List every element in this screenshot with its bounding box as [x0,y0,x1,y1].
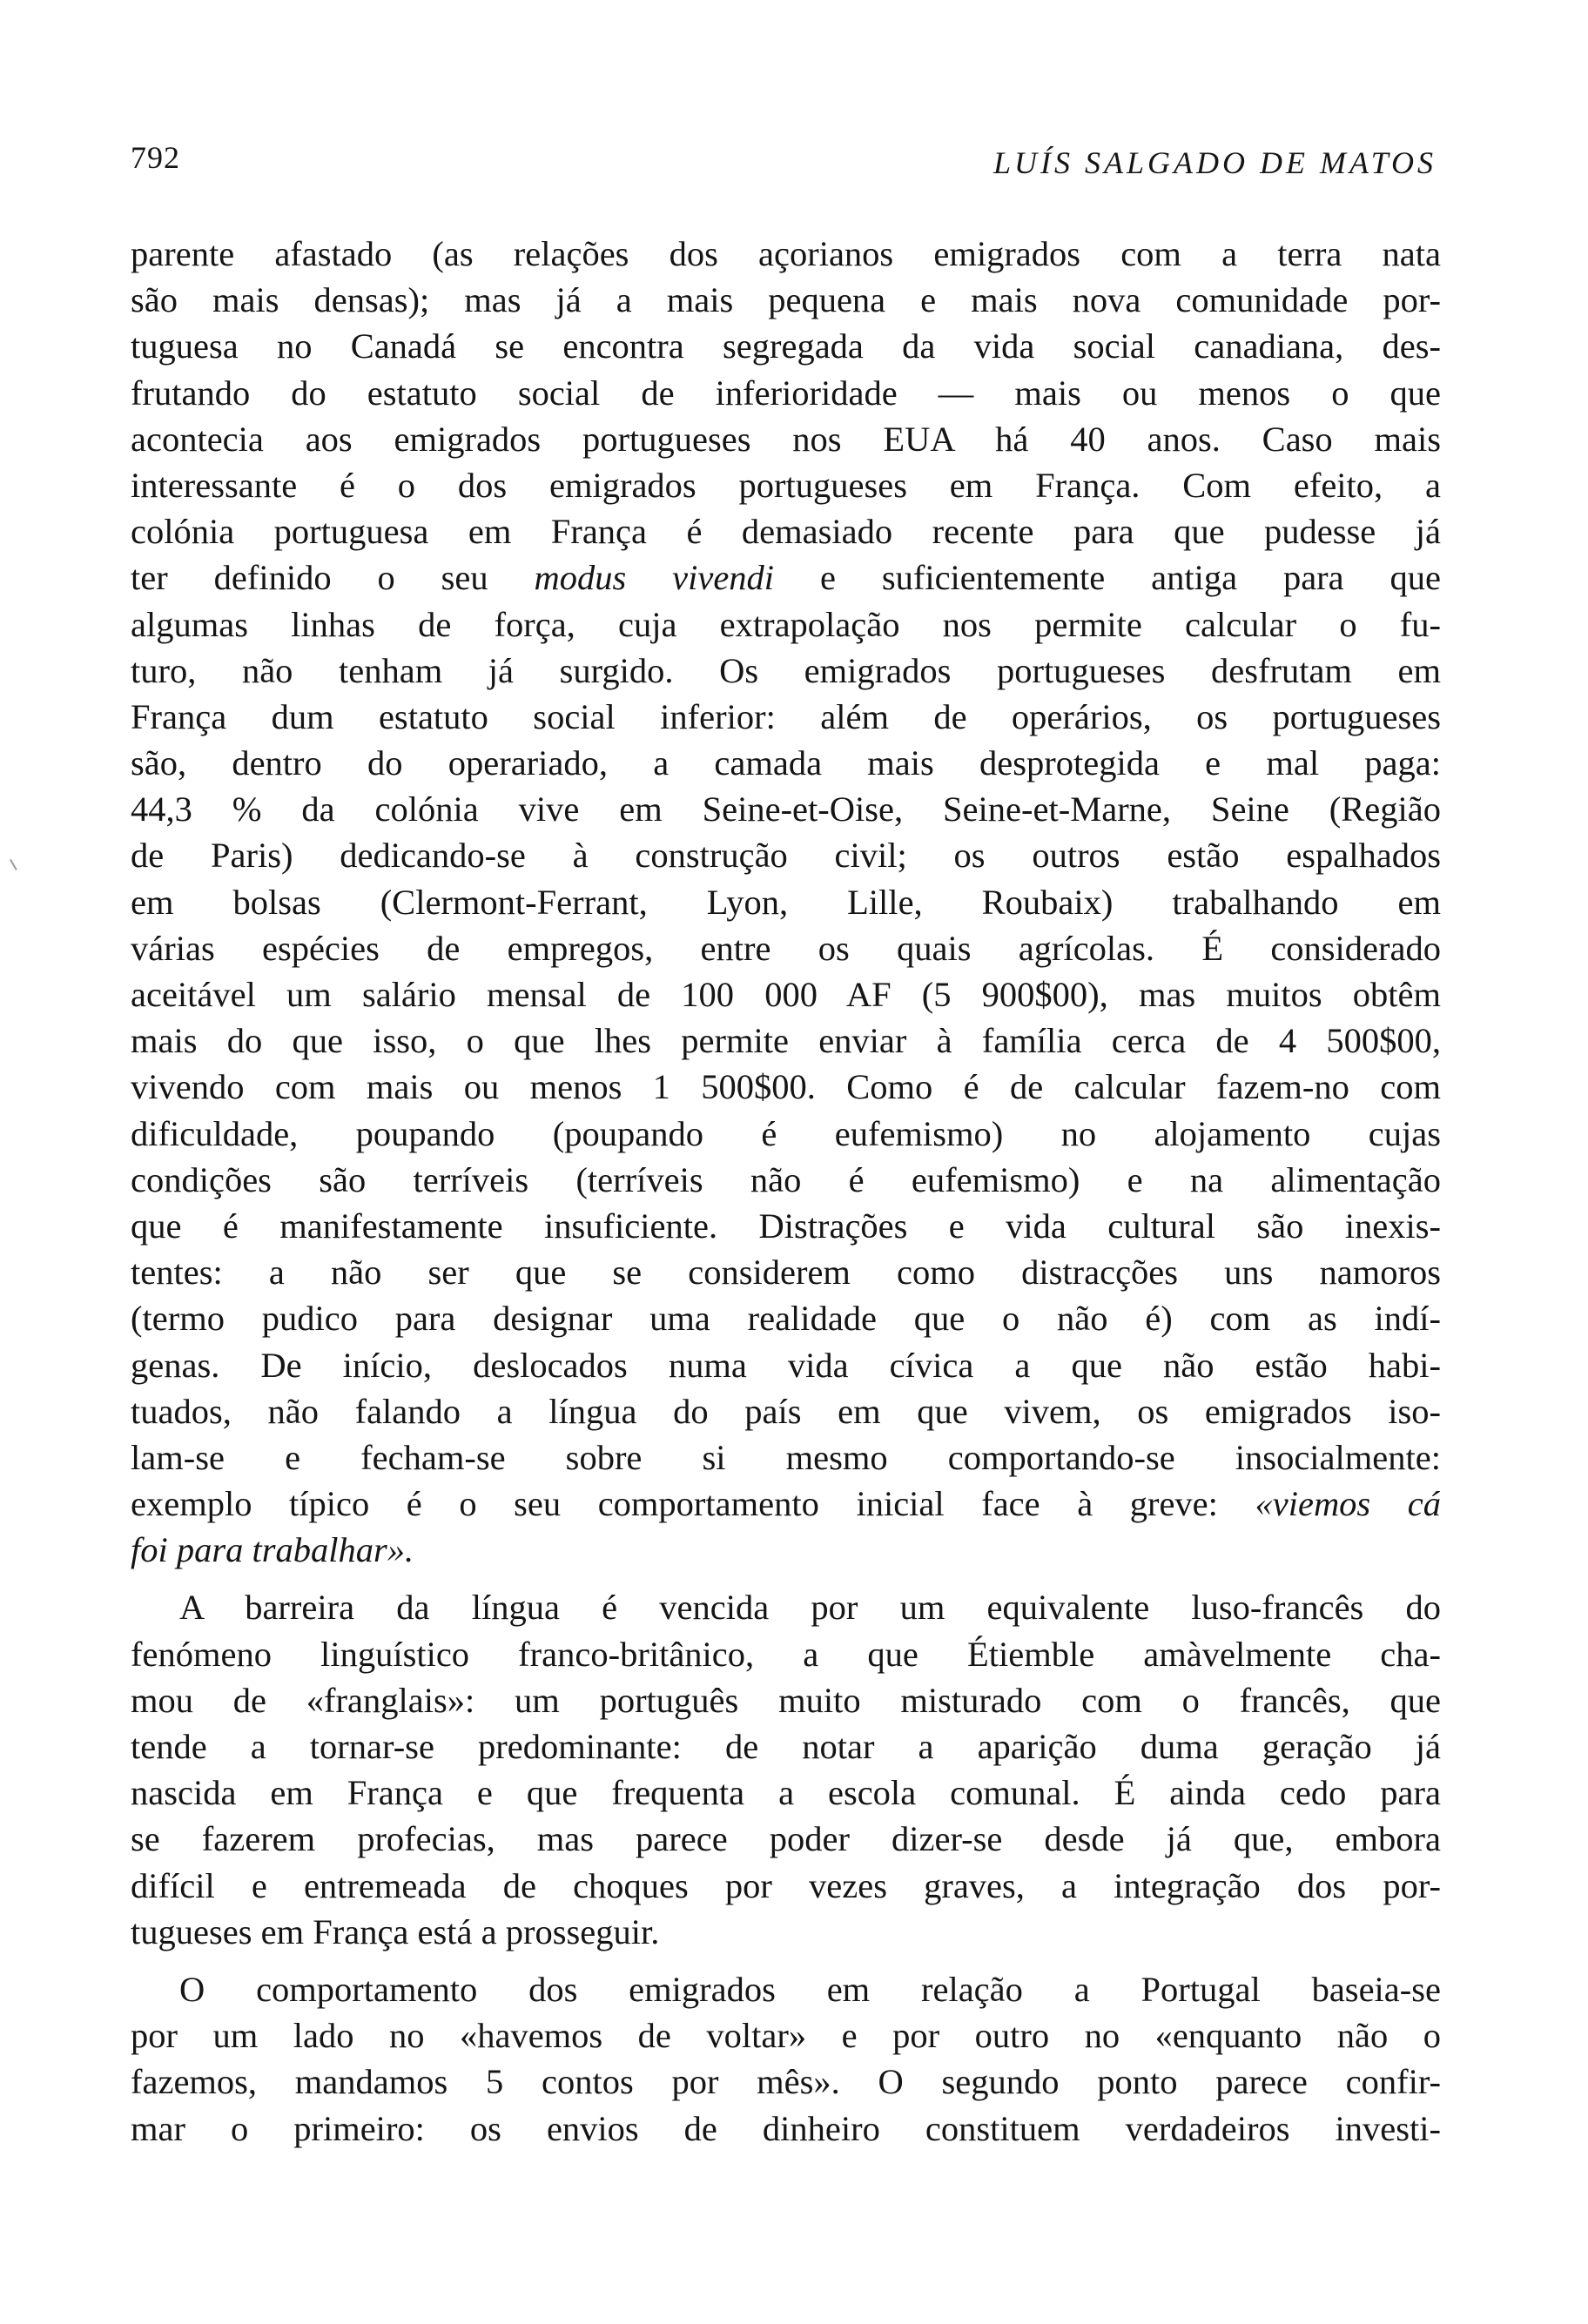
paragraph [131,231,1441,1573]
text-line [131,1770,1441,1816]
text-segment: genas. De início, deslocados numa vida cívica a que não estão habi- [131,1345,1441,1385]
text-line [131,554,1441,601]
text-segment: em bolsas (Clermont-Ferrant, Lyon, Lille, Roubaix) trabalhando em [131,882,1441,922]
text-segment: exemplo típico é o seu comportamento inicial face à greve: [131,1484,1255,1524]
text-segment: mais do que isso, o que lhes permite enviar à família cerca de 4 500$00, [131,1021,1441,1061]
text-segment: acontecia aos emigrados portugueses nos EUA há 40 anos. Caso mais [131,419,1441,459]
text-segment: França dum estatuto social inferior: além de operários, os portugueses [131,696,1441,736]
running-head-author: LUÍS SALGADO DE MATOS [992,145,1437,180]
page-header [131,139,1437,191]
text-line [131,1909,1441,1955]
text-segment: turo, não tenham já surgido. Os emigrados portugueses desfrutam em [131,650,1441,690]
text-line [131,1631,1441,1677]
text-segment: ter definido o seu [131,558,535,598]
text-line [131,323,1441,369]
text-line [131,508,1441,554]
text-segment: (termo pudico para designar uma realidade que o não é) com as indí- [131,1299,1441,1339]
text-segment: se fazerem profecias, mas parece poder dizer-se desde já que, embora [131,1819,1441,1859]
text-line [131,1966,1441,2012]
text-line [131,1816,1441,1862]
text-segment: e suficientemente antiga para que [774,558,1441,598]
text-line [131,1527,1441,1573]
paragraph-gap [131,1955,1441,1966]
text-segment: mou de «franglais»: um português muito misturado com o francês, que [131,1680,1441,1720]
text-segment: tende a tornar-se predominante: de notar a aparição duma geração já [131,1727,1441,1766]
text-segment: algumas linhas de força, cuja extrapolação nos permite calcular o fu- [131,604,1441,644]
text-segment: são, dentro do operariado, a camada mais desprotegida e mal paga: [131,743,1441,783]
page-number: 792 [131,140,180,175]
text-line [131,416,1441,462]
text-line [131,694,1441,740]
text-line [131,740,1441,786]
text-segment: difícil e entremeada de choques por vezes graves, a integração dos por- [131,1865,1441,1905]
text-segment: aceitável um salário mensal de 100 000 AF (5 900$00), mas muitos obtêm [131,975,1441,1014]
text-line [131,231,1441,277]
text-segment: de Paris) dedicando-se à construção civil; os outros estão espalhados [131,836,1441,876]
text-segment: por um lado no «havemos de voltar» e por outro no «enquanto não o [131,2016,1441,2056]
italic-segment: modus vivendi [534,558,775,598]
text-line [131,1863,1441,1909]
text-segment: fazemos, mandamos 5 contos por mês». O segundo ponto parece confir- [131,2062,1441,2102]
text-line [131,1584,1441,1630]
text-line [131,879,1441,925]
text-line [131,786,1441,832]
text-segment: são mais densas); mas já a mais pequena e mais nova comunidade por- [131,280,1441,320]
text-line [131,1111,1441,1157]
text-line [131,462,1441,508]
text-line [131,1249,1441,1295]
text-line [131,1157,1441,1203]
text-line [131,648,1441,694]
paragraph [131,1966,1441,2152]
text-segment: 44,3 % da colónia vive em Seine-et-Oise, Seine-et-Marne, Seine (Região [131,789,1441,830]
text-segment: mar o primeiro: os envios de dinheiro constituem verdadeiros investi- [131,2108,1441,2148]
text-segment: interessante é o dos emigrados portugueses em França. Com efeito, a [131,465,1441,505]
text-segment: lam-se e fecham-se sobre si mesmo comportando-se insocialmente: [131,1437,1441,1477]
text-segment: condições são terríveis (terríveis não é eufemismo) e na alimentação [131,1159,1441,1199]
italic-segment: «viemos cá [1255,1484,1441,1524]
text-line [131,2059,1441,2105]
text-segment: O comportamento dos emigrados em relação a Portugal baseia-se [179,1969,1441,2009]
text-line [131,601,1441,648]
text-segment: tugueses em França está a prosseguir. [131,1911,660,1951]
text-line [131,1018,1441,1064]
text-segment: vivendo com mais ou menos 1 500$00. Como é de calcular fazem-no com [131,1067,1441,1107]
text-line [131,1388,1441,1434]
text-segment: frutando do estatuto social de inferioridade — mais ou menos o que [131,373,1441,413]
paragraph-gap [131,1573,1441,1584]
text-line [131,1434,1441,1481]
text-segment: várias espécies de empregos, entre os quais agrícolas. É considerado [131,928,1441,968]
text-line [131,1064,1441,1110]
text-segment: tuados, não falando a língua do país em que vivem, os emigrados iso- [131,1391,1441,1431]
body-text [131,231,1441,2152]
text-segment: tuguesa no Canadá se encontra segregada da vida social canadiana, des- [131,326,1441,366]
scan-speck [10,856,22,870]
text-segment: colónia portuguesa em França é demasiado recente para que pudesse já [131,512,1441,552]
text-line [131,1342,1441,1388]
text-segment: tentes: a não ser que se considerem como distracções uns namoros [131,1253,1441,1293]
text-line [131,971,1441,1018]
text-line [131,2012,1441,2059]
text-line [131,832,1441,878]
text-line [131,925,1441,971]
italic-segment: foi para trabalhar». [131,1530,414,1570]
text-line [131,1481,1441,1527]
text-line [131,370,1441,416]
text-line [131,2106,1441,2152]
text-segment: dificuldade, poupando (poupando é eufemismo) no alojamento cujas [131,1113,1441,1153]
text-line [131,1203,1441,1249]
text-line [131,1295,1441,1341]
text-segment: nascida em França e que frequenta a escola comunal. É ainda cedo para [131,1773,1441,1813]
text-segment: fenómeno linguístico franco-britânico, a que Étiemble amàvelmente cha- [131,1634,1441,1674]
text-segment: parente afastado (as relações dos açorianos emigrados com a terra nata [131,234,1441,273]
text-segment: A barreira da língua é vencida por um equivalente luso-francês do [179,1588,1441,1628]
paragraph [131,1584,1441,1955]
text-line [131,277,1441,323]
text-line [131,1677,1441,1723]
text-line [131,1723,1441,1770]
text-segment: que é manifestamente insuficiente. Distrações e vida cultural são inexis- [131,1206,1441,1246]
